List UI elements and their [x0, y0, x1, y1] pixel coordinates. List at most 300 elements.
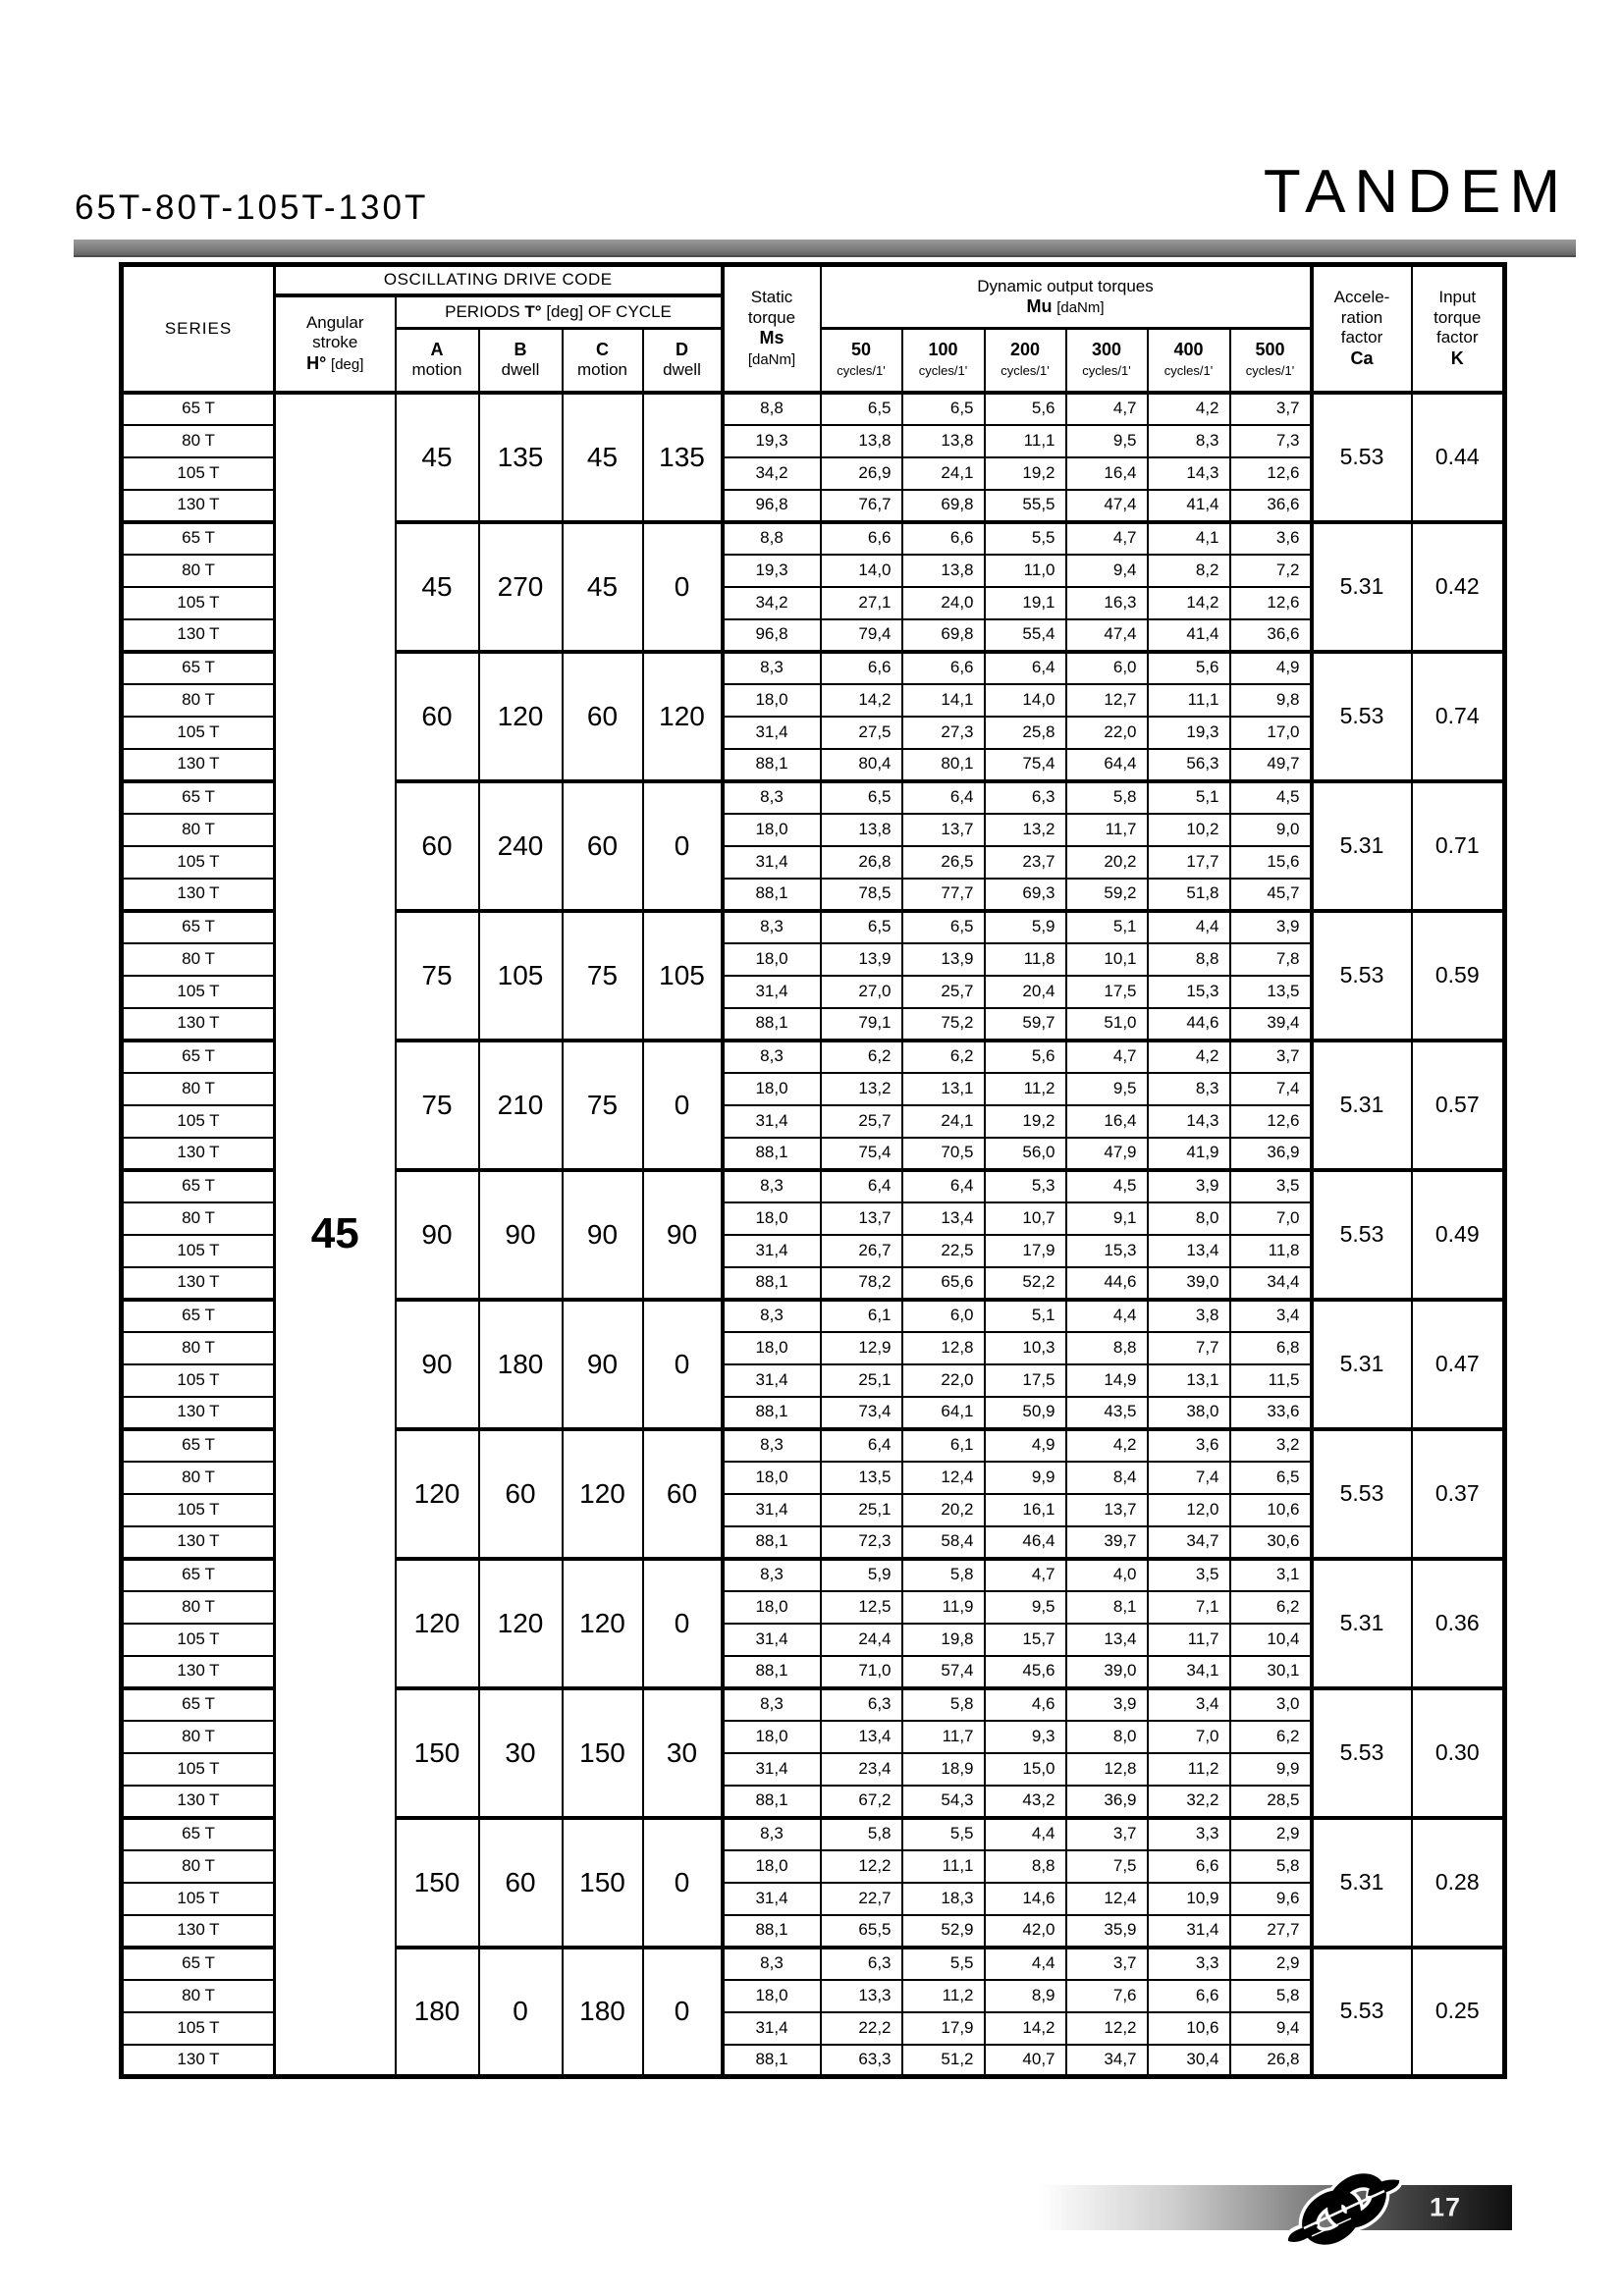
- dynamic-torque-value: 9,9: [985, 1462, 1066, 1494]
- dynamic-torque-value: 3,3: [1148, 1948, 1230, 1980]
- dynamic-torque-value: 5,8: [902, 1688, 985, 1721]
- dynamic-torque-value: 16,4: [1066, 457, 1148, 490]
- series-cell: 65 T: [122, 522, 275, 555]
- dynamic-torque-value: 24,1: [902, 1105, 985, 1138]
- period-a-value: 90: [396, 1300, 479, 1429]
- dynamic-torque-value: 6,6: [821, 522, 902, 555]
- dynamic-torque-value: 17,7: [1148, 846, 1230, 879]
- static-torque-value: 8,3: [723, 1559, 821, 1591]
- static-torque-value: 18,0: [723, 1591, 821, 1624]
- series-cell: 80 T: [122, 555, 275, 587]
- dynamic-torque-value: 51,2: [902, 2045, 985, 2077]
- period-d-value: 0: [643, 1948, 723, 2077]
- dynamic-torque-value: 4,5: [1230, 781, 1312, 814]
- dynamic-torque-value: 4,9: [1230, 652, 1312, 684]
- dynamic-torque-value: 22,5: [902, 1235, 985, 1267]
- col-header-input-torque-factor: [1412, 265, 1505, 393]
- dynamic-torque-value: 46,4: [985, 1526, 1066, 1559]
- dynamic-torque-value: 17,9: [985, 1235, 1066, 1267]
- period-b-value: 120: [479, 652, 563, 781]
- dynamic-torque-value: 13,8: [821, 814, 902, 846]
- dynamic-torque-value: 18,9: [902, 1753, 985, 1786]
- series-cell: 65 T: [122, 781, 275, 814]
- series-cell: 105 T: [122, 1494, 275, 1526]
- dynamic-torque-value: 33,6: [1230, 1397, 1312, 1429]
- series-cell: 105 T: [122, 846, 275, 879]
- dynamic-torque-value: 10,2: [1148, 814, 1230, 846]
- col-header-oscillating-drive-code: OSCILLATING DRIVE CODE: [275, 265, 723, 295]
- dynamic-torque-value: 5,8: [1066, 781, 1148, 814]
- dynamic-torque-value: 6,6: [1148, 1980, 1230, 2012]
- dynamic-torque-value: 11,7: [902, 1721, 985, 1753]
- static-torque-value: 96,8: [723, 490, 821, 522]
- dynamic-torque-value: 13,2: [985, 814, 1066, 846]
- dynamic-torque-value: 11,2: [985, 1073, 1066, 1105]
- dynamic-torque-value: 14,2: [985, 2012, 1066, 2045]
- dynamic-torque-value: 64,1: [902, 1397, 985, 1429]
- series-cell: 130 T: [122, 2045, 275, 2077]
- dynamic-torque-value: 12,9: [821, 1332, 902, 1364]
- period-a-value: 180: [396, 1948, 479, 2077]
- dynamic-torque-value: 6,4: [985, 652, 1066, 684]
- dynamic-torque-value: 11,1: [1148, 684, 1230, 717]
- input-torque-line2: torque: [1434, 307, 1482, 327]
- dynamic-torque-value: 52,9: [902, 1915, 985, 1948]
- dynamic-torque-value: 56,3: [1148, 749, 1230, 781]
- dynamic-torque-value: 79,1: [821, 1008, 902, 1041]
- dynamic-torque-value: 73,4: [821, 1397, 902, 1429]
- dynamic-torque-value: 17,0: [1230, 717, 1312, 749]
- col-header-period-a: A motion: [396, 329, 479, 393]
- dynamic-torque-value: 11,9: [902, 1591, 985, 1624]
- dynamic-torque-value: 3,7: [1066, 1948, 1148, 1980]
- static-torque-value: 8,3: [723, 1429, 821, 1462]
- dynamic-torque-value: 67,2: [821, 1786, 902, 1818]
- dynamic-torque-value: 8,8: [1066, 1332, 1148, 1364]
- static-torque-value: 88,1: [723, 1656, 821, 1688]
- dynamic-torque-value: 6,4: [902, 1170, 985, 1202]
- series-cell: 80 T: [122, 1850, 275, 1883]
- period-a-value: 150: [396, 1818, 479, 1948]
- dynamic-torque-value: 15,3: [1066, 1235, 1148, 1267]
- static-torque-value: 88,1: [723, 1267, 821, 1300]
- series-cell: 105 T: [122, 1235, 275, 1267]
- series-cell: 65 T: [122, 1688, 275, 1721]
- dynamic-torque-value: 26,5: [902, 846, 985, 879]
- dynamic-torque-value: 41,9: [1148, 1138, 1230, 1170]
- series-cell: 65 T: [122, 1559, 275, 1591]
- static-torque-value: 19,3: [723, 425, 821, 457]
- dynamic-torque-value: 6,4: [902, 781, 985, 814]
- dynamic-torque-value: 25,8: [985, 717, 1066, 749]
- period-a-value: 45: [396, 393, 479, 522]
- dynamic-torque-value: 47,4: [1066, 619, 1148, 652]
- dynamic-torque-value: 28,5: [1230, 1786, 1312, 1818]
- angular-stroke-line2: stroke: [312, 333, 358, 352]
- dynamic-torque-value: 13,8: [902, 425, 985, 457]
- acceleration-factor-symbol: Ca: [1350, 347, 1374, 368]
- header-rule: [74, 240, 1576, 257]
- periods-pre: PERIODS: [445, 301, 520, 321]
- acceleration-factor-value: 5.31: [1312, 1559, 1412, 1688]
- dynamic-torques-symbol: Mu: [1026, 295, 1053, 316]
- dynamic-torque-value: 6,4: [821, 1170, 902, 1202]
- period-d-value: 105: [643, 911, 723, 1041]
- dynamic-torque-value: 10,9: [1148, 1883, 1230, 1915]
- static-torque-value: 31,4: [723, 1494, 821, 1526]
- dynamic-torque-value: 26,8: [821, 846, 902, 879]
- dynamic-torque-value: 10,6: [1148, 2012, 1230, 2045]
- dynamic-torque-value: 3,5: [1230, 1170, 1312, 1202]
- dynamic-torque-value: 12,6: [1230, 457, 1312, 490]
- dynamic-torque-value: 13,8: [902, 555, 985, 587]
- period-d-value: 0: [643, 1559, 723, 1688]
- series-cell: 130 T: [122, 1526, 275, 1559]
- static-torque-value: 18,0: [723, 684, 821, 717]
- dynamic-torque-value: 9,9: [1230, 1753, 1312, 1786]
- static-torque-value: 18,0: [723, 1202, 821, 1235]
- dynamic-torque-value: 55,4: [985, 619, 1066, 652]
- dynamic-torque-value: 6,0: [1066, 652, 1148, 684]
- dynamic-torque-value: 17,9: [902, 2012, 985, 2045]
- input-torque-factor-value: 0.74: [1412, 652, 1505, 781]
- col-header-cycles-400: 400 cycles/1': [1148, 329, 1230, 393]
- dynamic-torque-value: 54,3: [902, 1786, 985, 1818]
- acceleration-factor-value: 5.53: [1312, 393, 1412, 522]
- col-header-cycles-500: 500 cycles/1': [1230, 329, 1312, 393]
- series-cell: 80 T: [122, 814, 275, 846]
- dynamic-torque-value: 13,4: [821, 1721, 902, 1753]
- acceleration-factor-value: 5.53: [1312, 1170, 1412, 1300]
- dynamic-torque-value: 12,7: [1066, 684, 1148, 717]
- dynamic-torque-value: 3,9: [1230, 911, 1312, 943]
- series-cell: 80 T: [122, 1591, 275, 1624]
- dynamic-torque-value: 36,6: [1230, 619, 1312, 652]
- dynamic-torque-value: 76,7: [821, 490, 902, 522]
- dynamic-torque-value: 7,2: [1230, 555, 1312, 587]
- dynamic-torque-value: 2,9: [1230, 1948, 1312, 1980]
- dynamic-torque-value: 5,5: [985, 522, 1066, 555]
- dynamic-torque-value: 45,6: [985, 1656, 1066, 1688]
- input-torque-factor-value: 0.44: [1412, 393, 1505, 522]
- dynamic-torque-value: 4,4: [985, 1818, 1066, 1850]
- dynamic-torques-line1: Dynamic output torques: [977, 276, 1154, 295]
- dynamic-torque-value: 19,3: [1148, 717, 1230, 749]
- dynamic-torque-value: 13,7: [1066, 1494, 1148, 1526]
- dynamic-torque-value: 8,9: [985, 1980, 1066, 2012]
- acceleration-factor-line2: ration: [1340, 307, 1383, 327]
- dynamic-torque-value: 10,6: [1230, 1494, 1312, 1526]
- dynamic-torque-value: 25,1: [821, 1364, 902, 1397]
- input-torque-factor-value: 0.57: [1412, 1041, 1505, 1170]
- series-cell: 65 T: [122, 1041, 275, 1073]
- dynamic-torque-value: 12,4: [902, 1462, 985, 1494]
- series-cell: 105 T: [122, 2012, 275, 2045]
- dynamic-torque-value: 9,6: [1230, 1883, 1312, 1915]
- static-torque-value: 88,1: [723, 1008, 821, 1041]
- static-torque-value: 31,4: [723, 1624, 821, 1656]
- dynamic-torque-value: 6,6: [902, 652, 985, 684]
- page-number: 17: [1429, 2192, 1461, 2222]
- period-a-value: 120: [396, 1429, 479, 1559]
- dynamic-torque-value: 36,6: [1230, 490, 1312, 522]
- static-torque-value: 19,3: [723, 555, 821, 587]
- input-torque-factor-value: 0.37: [1412, 1429, 1505, 1559]
- dynamic-torque-value: 78,2: [821, 1267, 902, 1300]
- col-header-cycles-300: 300 cycles/1': [1066, 329, 1148, 393]
- dynamic-torque-value: 19,1: [985, 587, 1066, 619]
- dynamic-torque-value: 24,4: [821, 1624, 902, 1656]
- table-row: [122, 393, 1505, 425]
- dynamic-torque-value: 22,2: [821, 2012, 902, 2045]
- dynamic-torque-value: 52,2: [985, 1267, 1066, 1300]
- period-d-value: 60: [643, 1429, 723, 1559]
- series-cell: 130 T: [122, 1915, 275, 1948]
- dynamic-torque-value: 11,2: [902, 1980, 985, 2012]
- static-torque-value: 8,8: [723, 393, 821, 425]
- series-cell: 105 T: [122, 457, 275, 490]
- static-torque-value: 8,3: [723, 911, 821, 943]
- period-b-value: 105: [479, 911, 563, 1041]
- dynamic-torque-value: 34,7: [1148, 1526, 1230, 1559]
- input-torque-line3: factor: [1435, 328, 1479, 347]
- series-cell: 105 T: [122, 587, 275, 619]
- series-cell: 65 T: [122, 652, 275, 684]
- dynamic-torque-value: 6,5: [821, 781, 902, 814]
- dynamic-torque-value: 25,1: [821, 1494, 902, 1526]
- dynamic-torque-value: 5,9: [985, 911, 1066, 943]
- series-cell: 80 T: [122, 1721, 275, 1753]
- static-torque-value: 8,3: [723, 652, 821, 684]
- series-cell: 105 T: [122, 1883, 275, 1915]
- dynamic-torque-value: 11,8: [985, 943, 1066, 976]
- series-cell: 65 T: [122, 911, 275, 943]
- col-header-cycles-200: 200 cycles/1': [985, 329, 1066, 393]
- dynamic-torque-value: 13,5: [1230, 976, 1312, 1008]
- static-torque-value: 88,1: [723, 1526, 821, 1559]
- dynamic-torque-value: 6,5: [902, 393, 985, 425]
- static-torque-unit: [daNm]: [747, 350, 796, 368]
- dynamic-torque-value: 30,6: [1230, 1526, 1312, 1559]
- dynamic-torque-value: 4,0: [1066, 1559, 1148, 1591]
- dynamic-torque-value: 75,2: [902, 1008, 985, 1041]
- dynamic-torque-value: 75,4: [985, 749, 1066, 781]
- period-c-value: 150: [563, 1818, 643, 1948]
- series-cell: 130 T: [122, 749, 275, 781]
- dynamic-torque-value: 5,9: [821, 1559, 902, 1591]
- dynamic-torque-value: 3,4: [1148, 1688, 1230, 1721]
- input-torque-factor-value: 0.49: [1412, 1170, 1505, 1300]
- static-torque-value: 96,8: [723, 619, 821, 652]
- acceleration-factor-value: 5.53: [1312, 1429, 1412, 1559]
- dynamic-torque-value: 20,2: [902, 1494, 985, 1526]
- dynamic-torque-value: 4,6: [985, 1688, 1066, 1721]
- static-torque-value: 8,3: [723, 1300, 821, 1332]
- dynamic-torque-value: 6,2: [1230, 1591, 1312, 1624]
- dynamic-torque-value: 7,8: [1230, 943, 1312, 976]
- dynamic-torque-value: 13,2: [821, 1073, 902, 1105]
- dynamic-torque-value: 9,8: [1230, 684, 1312, 717]
- dynamic-torque-value: 13,9: [821, 943, 902, 976]
- static-torque-value: 88,1: [723, 1786, 821, 1818]
- input-torque-symbol: K: [1450, 347, 1464, 368]
- series-cell: 130 T: [122, 1138, 275, 1170]
- dynamic-torque-value: 13,1: [1148, 1364, 1230, 1397]
- dynamic-torque-value: 39,4: [1230, 1008, 1312, 1041]
- dynamic-torque-value: 43,5: [1066, 1397, 1148, 1429]
- dynamic-torque-value: 7,5: [1066, 1850, 1148, 1883]
- dynamic-torque-value: 12,2: [821, 1850, 902, 1883]
- dynamic-torque-value: 45,7: [1230, 879, 1312, 911]
- dynamic-torque-value: 75,4: [821, 1138, 902, 1170]
- period-d-value: 135: [643, 393, 723, 522]
- dynamic-torque-value: 24,1: [902, 457, 985, 490]
- dynamic-torque-value: 4,7: [1066, 393, 1148, 425]
- dynamic-torque-value: 15,0: [985, 1753, 1066, 1786]
- dynamic-torque-value: 13,7: [902, 814, 985, 846]
- dynamic-torque-value: 15,6: [1230, 846, 1312, 879]
- dynamic-torque-value: 80,1: [902, 749, 985, 781]
- dynamic-torque-value: 12,8: [902, 1332, 985, 1364]
- period-a-value: 60: [396, 652, 479, 781]
- dynamic-torque-value: 11,1: [902, 1850, 985, 1883]
- dynamic-torque-value: 27,5: [821, 717, 902, 749]
- dynamic-torque-value: 39,0: [1148, 1267, 1230, 1300]
- dynamic-torque-value: 12,6: [1230, 587, 1312, 619]
- dynamic-torque-value: 3,7: [1066, 1818, 1148, 1850]
- dynamic-torque-value: 32,2: [1148, 1786, 1230, 1818]
- col-header-series: SERIES: [122, 265, 275, 393]
- series-cell: 130 T: [122, 490, 275, 522]
- period-c-value: 90: [563, 1300, 643, 1429]
- dynamic-torque-value: 9,5: [1066, 1073, 1148, 1105]
- series-cell: 130 T: [122, 1267, 275, 1300]
- dynamic-torque-value: 5,5: [902, 1818, 985, 1850]
- series-cell: 80 T: [122, 1462, 275, 1494]
- series-cell: 105 T: [122, 1753, 275, 1786]
- dynamic-torque-value: 15,3: [1148, 976, 1230, 1008]
- dynamic-torque-value: 3,7: [1230, 1041, 1312, 1073]
- dynamic-torque-value: 23,7: [985, 846, 1066, 879]
- dynamic-torque-value: 8,3: [1148, 425, 1230, 457]
- dynamic-torque-value: 65,5: [821, 1915, 902, 1948]
- dynamic-torque-value: 51,0: [1066, 1008, 1148, 1041]
- dynamic-torque-value: 65,6: [902, 1267, 985, 1300]
- series-cell: 80 T: [122, 943, 275, 976]
- static-torque-value: 8,3: [723, 781, 821, 814]
- static-torque-value: 34,2: [723, 457, 821, 490]
- dynamic-torque-value: 7,0: [1148, 1721, 1230, 1753]
- dynamic-torque-value: 6,0: [902, 1300, 985, 1332]
- dynamic-torque-value: 13,4: [902, 1202, 985, 1235]
- series-cell: 130 T: [122, 1008, 275, 1041]
- input-torque-factor-value: 0.25: [1412, 1948, 1505, 2077]
- dynamic-torque-value: 14,3: [1148, 457, 1230, 490]
- series-cell: 65 T: [122, 1818, 275, 1850]
- dynamic-torque-value: 56,0: [985, 1138, 1066, 1170]
- series-cell: 130 T: [122, 1656, 275, 1688]
- dynamic-torque-value: 15,7: [985, 1624, 1066, 1656]
- static-torque-value: 18,0: [723, 1850, 821, 1883]
- acceleration-factor-value: 5.53: [1312, 911, 1412, 1041]
- dynamic-torque-value: 8,0: [1066, 1721, 1148, 1753]
- period-b-value: 240: [479, 781, 563, 911]
- dynamic-torque-value: 6,3: [985, 781, 1066, 814]
- series-cell: 65 T: [122, 1170, 275, 1202]
- period-d-value: 30: [643, 1688, 723, 1818]
- dynamic-torque-value: 25,7: [821, 1105, 902, 1138]
- dynamic-torque-value: 17,5: [985, 1364, 1066, 1397]
- dynamic-torque-value: 26,7: [821, 1235, 902, 1267]
- period-d-value: 0: [643, 1818, 723, 1948]
- dynamic-torque-value: 38,0: [1148, 1397, 1230, 1429]
- dynamic-torque-value: 4,7: [985, 1559, 1066, 1591]
- dynamic-torque-value: 39,0: [1066, 1656, 1148, 1688]
- series-cell: 80 T: [122, 1202, 275, 1235]
- dynamic-torque-value: 69,8: [902, 619, 985, 652]
- period-d-value: 90: [643, 1170, 723, 1300]
- dynamic-torque-value: 2,9: [1230, 1818, 1312, 1850]
- period-c-value: 75: [563, 1041, 643, 1170]
- dynamic-torque-value: 13,1: [902, 1073, 985, 1105]
- static-torque-value: 18,0: [723, 1980, 821, 2012]
- dynamic-torque-value: 13,4: [1148, 1235, 1230, 1267]
- series-cell: 130 T: [122, 879, 275, 911]
- series-cell: 105 T: [122, 717, 275, 749]
- input-torque-factor-value: 0.59: [1412, 911, 1505, 1041]
- static-torque-line1: Static: [750, 288, 793, 307]
- dynamic-torque-value: 3,6: [1148, 1429, 1230, 1462]
- dynamic-torque-value: 72,3: [821, 1526, 902, 1559]
- static-torque-value: 8,3: [723, 1041, 821, 1073]
- dynamic-torque-value: 13,3: [821, 1980, 902, 2012]
- dynamic-torque-value: 12,6: [1230, 1105, 1312, 1138]
- period-a-value: 75: [396, 1041, 479, 1170]
- dynamic-torque-value: 41,4: [1148, 490, 1230, 522]
- period-c-value: 120: [563, 1429, 643, 1559]
- period-b-value: 180: [479, 1300, 563, 1429]
- dynamic-torque-value: 11,7: [1148, 1624, 1230, 1656]
- acceleration-factor-value: 5.53: [1312, 1688, 1412, 1818]
- dynamic-torque-value: 6,6: [1148, 1850, 1230, 1883]
- static-torque-value: 8,3: [723, 1170, 821, 1202]
- dynamic-torque-value: 4,2: [1066, 1429, 1148, 1462]
- dynamic-torque-value: 14,6: [985, 1883, 1066, 1915]
- dynamic-torque-value: 70,5: [902, 1138, 985, 1170]
- period-b-value: 60: [479, 1429, 563, 1559]
- dynamic-torque-value: 14,0: [985, 684, 1066, 717]
- period-c-value: 150: [563, 1688, 643, 1818]
- dynamic-torque-value: 77,7: [902, 879, 985, 911]
- dynamic-torque-value: 5,8: [1230, 1980, 1312, 2012]
- static-torque-value: 31,4: [723, 1364, 821, 1397]
- input-torque-factor-value: 0.28: [1412, 1818, 1505, 1948]
- static-torque-value: 31,4: [723, 1883, 821, 1915]
- period-a-value: 45: [396, 522, 479, 652]
- dynamic-torque-value: 11,5: [1230, 1364, 1312, 1397]
- dynamic-torque-value: 3,0: [1230, 1688, 1312, 1721]
- dynamic-torque-value: 4,5: [1066, 1170, 1148, 1202]
- static-torque-value: 88,1: [723, 1138, 821, 1170]
- col-header-acceleration-factor: [1312, 265, 1412, 393]
- dynamic-torque-value: 9,5: [985, 1591, 1066, 1624]
- dynamic-torque-value: 6,6: [821, 652, 902, 684]
- series-cell: 80 T: [122, 684, 275, 717]
- dynamic-torque-value: 43,2: [985, 1786, 1066, 1818]
- dynamic-torque-value: 13,8: [821, 425, 902, 457]
- input-torque-factor-value: 0.71: [1412, 781, 1505, 911]
- period-a-value: 90: [396, 1170, 479, 1300]
